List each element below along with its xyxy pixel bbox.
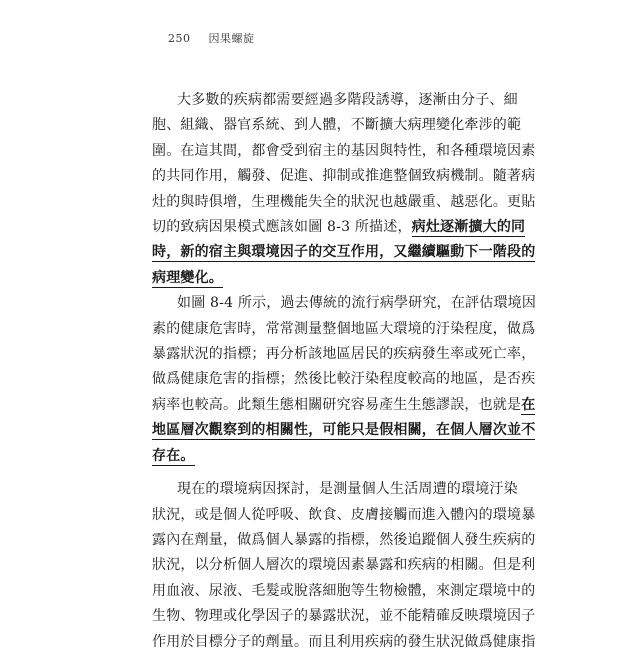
- text-line: 狀況，以分析個人層次的環境因素暴露和疾病的相關。但是利: [152, 557, 536, 574]
- text-line: [152, 266, 492, 291]
- text-line: 大多數的疾病都需要經過多階段誘導，逐漸由分子、細: [177, 92, 518, 108]
- text-line: 灶的與時俱增，生理機能失全的狀況也越嚴重、越惡化。更貼: [152, 193, 536, 210]
- text-line: 如圖 8-4 所示，過去傳統的流行病學研究，在評估環境因: [177, 295, 537, 312]
- emphasis-text: 在: [521, 396, 536, 413]
- text-line: 做爲健康危害的指標；然後比較汙染程度較高的地區，是否疾: [152, 371, 536, 388]
- text-line: 作用於目標分子的劑量。而且利用疾病的發生狀況做爲健康指: [152, 633, 536, 650]
- text-line: [152, 393, 536, 418]
- emphasis-text: 存在。: [152, 447, 195, 464]
- emphasis-text: 病灶逐漸擴大的同: [411, 219, 526, 236]
- paragraph-gap: [152, 469, 492, 477]
- text-line: 圍。在這其間，都會受到宿主的基因與特性，和各種環境因素: [152, 142, 536, 159]
- emphasis-text: 病理變化。: [152, 269, 223, 286]
- text-line: 生物、物理或化學因子的暴露狀況，並不能精確反映環境因子: [152, 608, 536, 625]
- text-line: [152, 215, 526, 240]
- body-text: [152, 88, 537, 655]
- text-segment: 切的致病因果模式應該如圖 8-3 所描述，: [152, 219, 412, 236]
- page-number: 250: [168, 32, 191, 45]
- text-line: [152, 240, 536, 265]
- emphasis-text: 時，新的宿主與環境因子的交互作用，又繼續驅動下一階段的: [152, 244, 536, 261]
- text-line: 露內在劑量，做爲個人暴露的指標，然後追蹤個人發生疾病的: [152, 531, 536, 548]
- text-line: [152, 444, 492, 469]
- text-segment: 病率也較高。此類生態相關研究容易產生生態謬誤，也就是: [152, 396, 522, 413]
- text-line: 現在的環境病因探討，是測量個人生活周遭的環境汙染: [177, 481, 518, 498]
- running-header: [168, 30, 255, 46]
- text-line: [152, 418, 536, 443]
- text-line: 暴露狀況的指標；再分析該地區居民的疾病發生率或死亡率，: [152, 346, 536, 363]
- paragraph-3: [152, 477, 536, 655]
- text-line: 狀況，或是個人從呼吸、飲食、皮膚接觸而進入體內的環境暴: [152, 506, 536, 523]
- text-line: 用血液、尿液、毛髮或脫落細胞等生物檢體，來測定環境中的: [152, 582, 536, 599]
- text-line: 的共同作用，觸發、促進、抑制或推進整個致病機制。隨著病: [152, 168, 536, 185]
- text-line: 胞、組織、器官系統、到人體，不斷擴大病理變化牽涉的範: [152, 117, 522, 134]
- emphasis-text: 地區層次觀察到的相關性，可能只是假相關，在個人層次並不: [152, 422, 536, 439]
- paragraph-1: [152, 88, 536, 291]
- book-title: 因果螺旋: [208, 32, 255, 45]
- paragraph-2: [152, 291, 537, 469]
- text-line: 素的健康危害時，常常測量整個地區大環境的汙染程度，做爲: [152, 320, 536, 337]
